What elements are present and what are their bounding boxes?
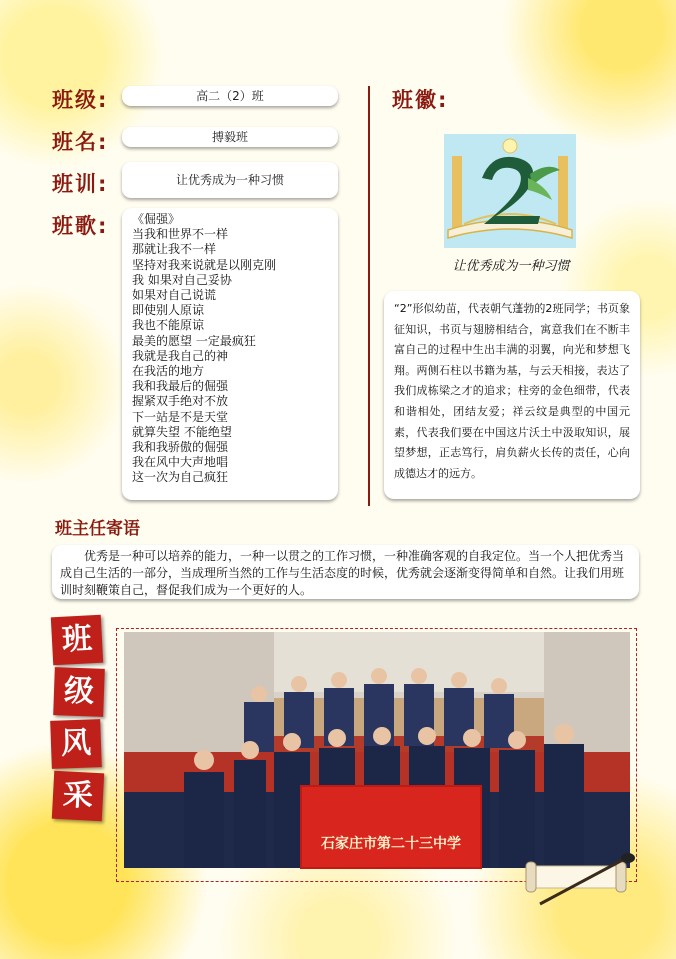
gallery-tile: 风 [50, 719, 102, 769]
song-line: 握紧双手绝对不放 [132, 394, 229, 409]
class-song-lyrics [122, 208, 338, 500]
emblem-graphic [444, 134, 576, 248]
class-value: 高二（2）班 [122, 86, 338, 106]
song-line: 坚持对我来说就是以刚克刚 [132, 257, 277, 272]
song-line: 下一站是不是天堂 [132, 409, 229, 424]
song-line: 那就让我不一样 [132, 242, 217, 257]
song-line: 我和我骄傲的倔强 [132, 440, 229, 455]
song-line: 我和我最后的倔强 [132, 379, 229, 394]
scroll-and-brush-decoration [520, 838, 638, 912]
scroll-graphic [520, 838, 638, 912]
class-motto-value: 让优秀成为一种习惯 [122, 162, 338, 198]
song-line: 我在风中大声地唱 [132, 455, 229, 470]
column-divider [368, 86, 370, 506]
song-line: 就算失望 不能绝望 [132, 424, 232, 439]
class-label: 班级: [52, 88, 109, 112]
class-song-label: 班歌: [52, 214, 109, 238]
gallery-tile: 班 [51, 615, 103, 666]
song-line: 当我和世界不一样 [132, 227, 229, 242]
song-line: 最美的愿望 一定最疯狂 [132, 333, 256, 348]
song-line: 如果对自己说谎 [132, 288, 217, 303]
song-line: 即使别人原谅 [132, 303, 205, 318]
teacher-message-text: 优秀是一种可以培养的能力，一种一以贯之的工作习惯，一种准确客观的自我定位。当一个人把优秀当成自己生活的一部分，当成理所当然的工作与生活态度的时候，优秀就会逐渐变得简单和自然。让我们用班训时刻鞭策自己，督促我们成为一个更好的人。 [52, 545, 639, 599]
gallery-tile: 级 [53, 667, 105, 717]
gallery-tile: 采 [52, 771, 104, 822]
song-line: 《倔强》 [132, 212, 181, 226]
class-emblem-image [444, 134, 576, 248]
song-line: 这一次为自己疯狂 [132, 470, 229, 485]
song-line: 我 如果对自己妥协 [132, 272, 232, 287]
song-line: 在我活的地方 [132, 364, 205, 379]
class-name-label: 班名: [52, 130, 109, 154]
class-name-value: 搏毅班 [122, 127, 338, 147]
emblem-motto-script: 让优秀成为一种习惯 [452, 259, 570, 274]
school-banner [300, 785, 482, 869]
teacher-message-title: 班主任寄语 [55, 519, 140, 539]
school-banner-text: 石家庄市第二十三中学 [321, 836, 461, 852]
song-line: 我也不能原谅 [132, 318, 205, 333]
class-emblem-label: 班徽: [392, 88, 449, 112]
class-motto-label: 班训: [52, 172, 109, 196]
emblem-description: “2”形似幼苗，代表朝气蓬勃的2班同学；书页象征知识，书页与翅膀相结合，寓意我们在不断丰富自己的过程中生出丰满的羽翼，向光和梦想飞翔。两侧石柱以书籍为基，与云天相接，表达了我们成栋梁之才的追求；柱旁的金色细带，代表和谐相处，团结友爱；祥云纹是典型的中国元素，代表我们要在中国这片沃土中汲取知识，展望梦想，正志笃行，肩负薪火长传的责任，心向成德达才的远方。 [384, 291, 640, 499]
song-line: 我就是我自己的神 [132, 348, 229, 363]
